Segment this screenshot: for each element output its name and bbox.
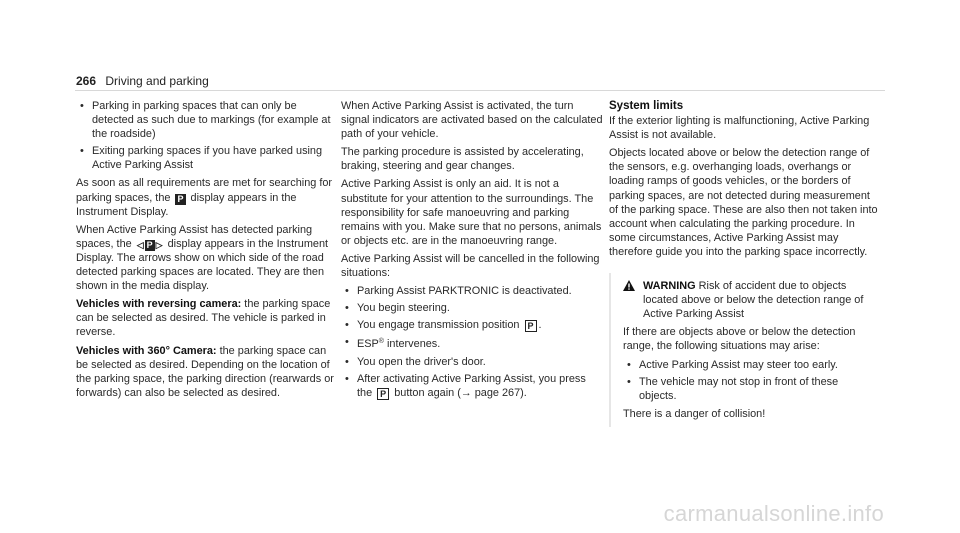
list-item: • You open the driver's door.	[345, 355, 486, 368]
bullet-icon: •	[627, 358, 631, 371]
list-item: • Parking Assist PARKTRONIC is deactivated.	[345, 285, 572, 298]
bullet-icon: •	[80, 100, 84, 112]
list-item: • Exiting parking spaces if you have parked using Active Parking Assist	[80, 145, 323, 172]
paragraph: If there are objects above or below the detection range, the following situations may arise:	[623, 326, 856, 353]
vehicles-360-camera-label: Vehicles with 360° Camera:	[76, 344, 217, 357]
list-item: • The vehicle may not stop in front of these objects.	[627, 375, 839, 402]
section-title: Driving and parking	[105, 74, 209, 88]
list-item: • You engage transmission position P .	[345, 319, 542, 332]
column-middle	[341, 99, 603, 404]
column-right	[609, 99, 879, 427]
warning-label: WARNING	[643, 280, 696, 293]
vehicles-reversing-camera-label: Vehicles with reversing camera:	[76, 298, 242, 311]
paragraph: Vehicles with 360° Camera: the parking space can be selected as desired. Depending on the location of the parking space, the parking direction (rearwards or forwards) can also be selected as desired.	[76, 344, 334, 399]
bullet-icon: •	[345, 302, 349, 315]
paragraph: There is a danger of collision!	[623, 407, 766, 420]
header-divider	[75, 90, 885, 91]
paragraph: When Active Parking Assist is activated, the turn signal indicators are activated based on the calculated path of your vehicle.	[341, 100, 603, 141]
transmission-p-icon: P	[525, 320, 537, 332]
bullet-icon: •	[627, 375, 631, 388]
parking-side-display-icon: ◁ P ▷	[136, 239, 163, 250]
bullet-icon: •	[80, 145, 84, 158]
paragraph: Objects located above or below the detection range of the sensors, e.g. overhanging loads, overhangs or loading ramps of goods vehicles, or the borders of parking spaces, are not detected during measurement of the parking space. These are also then not taken into account when calculating the parking procedure. In some circumstances, Active Parking Assist may therefore guide you into the parking space incorrectly.	[609, 147, 878, 258]
bullet-icon: •	[345, 319, 349, 332]
cancellation-list	[341, 284, 603, 400]
list-item: • Parking in parking spaces that can only be detected as such due to markings (for example at the roadside)	[80, 100, 331, 141]
page-header	[76, 74, 209, 88]
bullet-list	[76, 99, 338, 172]
paragraph: When Active Parking Assist has detected parking spaces, the ◁ P ▷ display appears in the Instrument Display. The arrows show on which side of the road detected parking spaces are located. They are then shown in the media display.	[76, 223, 329, 293]
parking-button-icon: P	[377, 388, 389, 400]
paragraph: As soon as all requirements are met for searching for parking spaces, the P display appears in the Instrument Display.	[76, 177, 333, 218]
bullet-icon: •	[345, 285, 349, 298]
warning-title: Risk of accident due to objects located above or below the detection range of Active Parking Assist	[643, 280, 864, 321]
column-left	[76, 99, 338, 404]
paragraph: The parking procedure is assisted by accelerating, braking, steering and gear changes.	[341, 146, 584, 173]
paragraph: If the exterior lighting is malfunctioning, Active Parking Assist is not available.	[609, 115, 870, 142]
bullet-icon: •	[345, 336, 349, 349]
parking-display-icon: P	[177, 193, 184, 204]
warning-list	[623, 358, 878, 403]
system-limits-heading: System limits	[609, 100, 684, 112]
watermark: carmanualsonline.info	[663, 501, 884, 526]
warning-box	[609, 273, 878, 427]
paragraph: Active Parking Assist is only an aid. It is not a substitute for your attention to the surroundings. The responsibility for safe manoeuvring and parking remains with you. Make sure that no persons, animals or objects etc. are in the manoeuvring range.	[341, 178, 602, 247]
bullet-icon: •	[345, 372, 349, 385]
list-item: • After activating Active Parking Assist, you press the P button again (→ page 267).	[345, 372, 586, 399]
paragraph: Vehicles with reversing camera: the parking space can be selected as desired. The vehicle is parked in reverse.	[76, 298, 331, 339]
list-item: • ESP® intervenes.	[345, 336, 441, 351]
warning-triangle-icon	[623, 280, 635, 291]
page-number: 266	[76, 74, 97, 88]
warning-header	[623, 279, 878, 321]
paragraph: Active Parking Assist will be cancelled in the following situations:	[341, 252, 600, 280]
list-item: • You begin steering.	[345, 302, 450, 315]
list-item: • Active Parking Assist may steer too early.	[627, 358, 838, 371]
bullet-icon: •	[345, 355, 349, 368]
